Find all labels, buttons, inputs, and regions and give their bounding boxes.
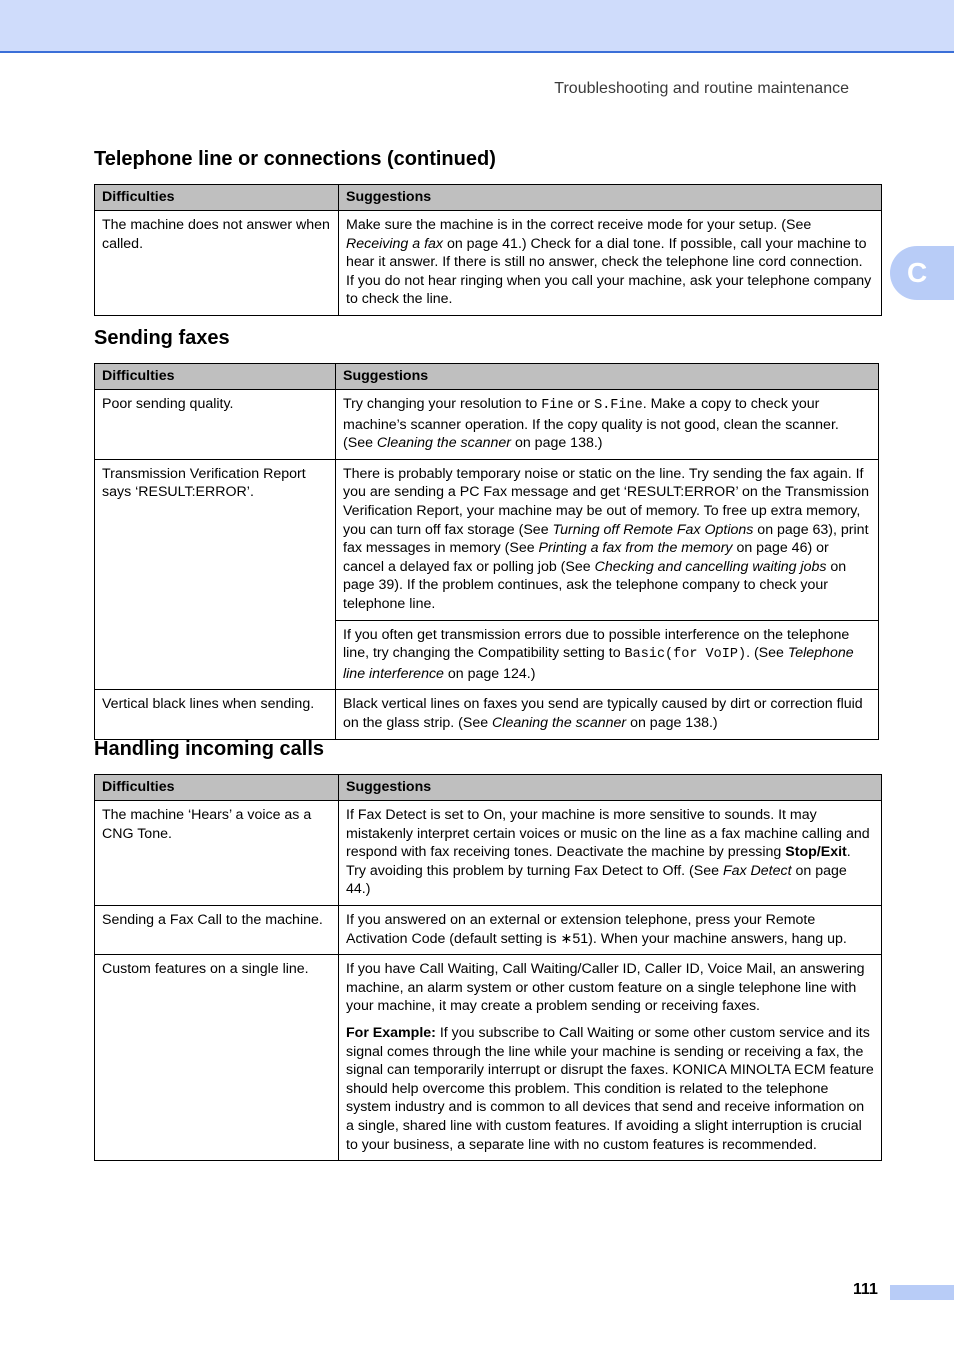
difficulty-cell: Sending a Fax Call to the machine.: [95, 905, 339, 954]
section-title-handling-incoming-calls: Handling incoming calls: [94, 738, 325, 760]
suggestion-text: There is probably temporary noise or static on the line. Try sending the fax again. If you are sending a PC Fax message and get ‘RESULT:ERROR’ on the Transmission Verification Report, your machine may be out of memory. To free up extra memory, you can turn off fax storage (See: [343, 465, 869, 538]
suggestion-cell: [336, 690, 879, 739]
cross-reference: Checking and cancelling waiting jobs: [594, 558, 827, 575]
button-name: Stop/Exit: [785, 844, 847, 861]
table-header-row: [95, 185, 882, 211]
setting-value: Basic(for VoIP): [624, 647, 747, 663]
setting-value: Fine: [541, 398, 574, 413]
footer-bar: [890, 1285, 954, 1300]
section-title-telephone-line: Telephone line or connections (continued): [94, 148, 496, 170]
column-header-suggestions: Suggestions: [339, 185, 882, 211]
table-row: [95, 211, 882, 316]
chapter-tab: [890, 246, 954, 300]
suggestion-text: Black vertical lines on faxes you send are typically caused by dirt or correction fluid on the glass strip. (See: [343, 696, 863, 731]
suggestion-cell: [336, 459, 879, 620]
setting-value: S.Fine: [594, 398, 643, 413]
suggestion-cell: [339, 801, 882, 906]
table-row: [95, 955, 882, 1161]
chapter-tab-letter: C: [907, 257, 928, 288]
table-row: [95, 390, 879, 460]
suggestion-text: on page 46) or cancel a delayed fax or polling job (See: [343, 540, 829, 575]
suggestion-text: . (See: [746, 645, 788, 662]
suggestion-text: on page 124.): [443, 665, 536, 682]
cross-reference: Cleaning the scanner: [376, 435, 512, 452]
suggestion-cell: [339, 211, 882, 316]
table-row: [95, 690, 879, 739]
suggestion-text: . Try avoiding this problem by turning Fax Detect to Off. (See: [346, 844, 851, 879]
incoming-calls-table: [94, 774, 882, 1161]
table-header-row: [95, 775, 882, 801]
table-row: [95, 905, 882, 954]
suggestion-text: on page 44.): [346, 862, 847, 898]
cross-reference: Telephone line interference: [343, 645, 854, 682]
difficulty-cell: Transmission Verification Report says ‘RESULT:ERROR’.: [95, 459, 336, 690]
suggestion-cell: [339, 905, 882, 954]
column-header-difficulties: Difficulties: [95, 775, 339, 801]
cross-reference: Cleaning the scanner: [492, 714, 627, 731]
cross-reference: Printing a fax from the memory: [538, 540, 733, 557]
suggestion-text: Try changing your resolution to: [343, 396, 542, 412]
difficulty-cell: The machine ‘Hears’ a voice as a CNG Tone.: [95, 801, 339, 906]
difficulty-cell: The machine does not answer when called.: [95, 211, 339, 316]
suggestion-text: on page 39). If the problem continues, ask the telephone company to check your telephone line.: [343, 558, 847, 612]
cross-reference: Fax Detect: [722, 862, 792, 879]
column-header-difficulties: Difficulties: [95, 185, 339, 211]
column-header-difficulties: Difficulties: [95, 364, 336, 390]
suggestion-text: . Make a copy to check your machine’s scanner operation. If the copy quality is not good, clean the scanner. (See: [343, 396, 839, 452]
difficulty-cell: Custom features on a single line.: [95, 955, 339, 1161]
header-band: [0, 0, 954, 53]
suggestion-text: on page 41.) Check for a dial tone. If possible, call your machine to hear it answer. If there is still no answer, check the telephone line cord connection. If you do not hear ringing when you call your machine, ask your telephone company to check the line.: [346, 235, 872, 308]
suggestion-cell: [336, 620, 879, 690]
suggestion-text: If you have Call Waiting, Call Waiting/Caller ID, Caller ID, Voice Mail, an answering machine, an alarm system or other custom feature on a single telephone line with your machine, it may create a problem sending or receiving faxes.: [346, 961, 865, 1015]
difficulty-cell: Vertical black lines when sending.: [95, 690, 336, 739]
suggestion-text: Make sure the machine is in the correct receive mode for your setup. (See: [346, 217, 812, 233]
suggestion-text: on page 138.): [511, 435, 603, 452]
suggestion-text: If Fax Detect is set to On, your machine is more sensitive to sounds. It may mistakenly interpret certain voices or music on the line as a fax machine calling and respond with fax receiving tones. Deactivate the machine by pressing: [346, 807, 870, 861]
table-header-row: [95, 364, 879, 390]
suggestion-cell: [339, 955, 882, 1161]
column-header-suggestions: Suggestions: [339, 775, 882, 801]
suggestion-text: If you answered on an external or extension telephone, press your Remote Activation Code (default setting is ∗51). When your machine answers, hang up.: [346, 911, 847, 947]
table-row: [95, 801, 882, 906]
difficulty-cell: Poor sending quality.: [95, 390, 336, 460]
sending-faxes-table: [94, 363, 879, 740]
cross-reference: Turning off Remote Fax Options: [552, 521, 754, 538]
example-label: For Example:: [346, 1024, 436, 1041]
section-title-sending-faxes: Sending faxes: [94, 327, 230, 349]
page-number: 111: [853, 1281, 878, 1298]
cross-reference: Receiving a fax: [346, 235, 443, 252]
table-row: [95, 459, 879, 620]
suggestion-text: on page 138.): [626, 714, 718, 731]
telephone-line-table: [94, 184, 882, 316]
suggestion-text: If you often get transmission errors due to possible interference on the telephone line, try changing the Compatibility setting to: [343, 626, 850, 662]
suggestion-text: or: [573, 396, 595, 412]
column-header-suggestions: Suggestions: [336, 364, 879, 390]
suggestion-text: If you subscribe to Call Waiting or some other custom service and its signal comes through the line while your machine is sending or receiving a fax, the signal can temporarily interrupt or disrupt the faxes. KONICA MINOLTA ECM feature should help overcome this problem. This condition is related to the telephone system industry and is common to all devices that send and receive information on a single, shared line with custom features. If avoiding a slight interruption is crucial to your business, a separate line with no custom features is recommended.: [346, 1024, 874, 1153]
suggestion-cell: [336, 390, 879, 460]
suggestion-text: on page 63), print fax messages in memory (See: [343, 521, 869, 557]
running-head: Troubleshooting and routine maintenance: [554, 80, 849, 97]
